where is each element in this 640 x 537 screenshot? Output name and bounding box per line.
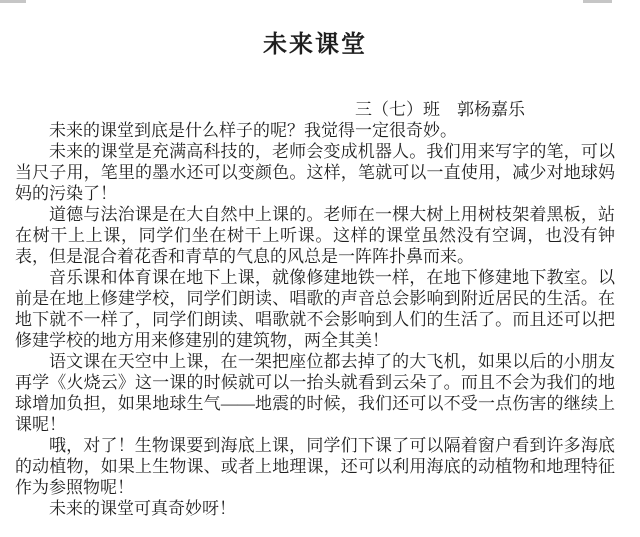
top-left-ui-fragment [0, 0, 26, 3]
author-line: 三（七）班 郭杨嘉乐 [355, 100, 525, 119]
essay-title: 未来课堂 [263, 32, 367, 58]
essay-body [0, 120, 640, 519]
paragraph: 未来的课堂到底是什么样子的呢？我觉得一定很奇妙。 [49, 121, 457, 140]
paragraph: 音乐课和体育课在地下上课，就像修建地铁一样，在地下修建地下教室。以前是在地上修建学校，同学们朗读、唱歌的声音总会影响到附近居民的生活。在地下就不一样了，同学们朗读、唱歌就不会影响到人们的生活了。而且还可以把修建学校的地方用来修建别的建筑物，两全其美！ [15, 268, 615, 350]
paragraph: 语文课在天空中上课，在一架把座位都去掉了的大飞机，如果以后的小朋友再学《火烧云》这一课的时候就可以一抬头就看到云朵了。而且不会为我们的地球增加负担，如果地球生气——地震的时候，我们还可以不受一点伤害的继续上课呢！ [15, 352, 615, 434]
paragraph: 道德与法治课是在大自然中上课的。老师在一棵大树上用树枝架着黑板，站在树干上上课，同学们坐在树干上听课。这样的课堂虽然没有空调，也没有钟表，但是混合着花香和青草的气息的风总是一阵阵扑鼻而来。 [15, 205, 615, 266]
paragraph: 未来的课堂可真奇妙呀！ [49, 499, 236, 518]
paragraph: 未来的课堂是充满高科技的，老师会变成机器人。我们用来写字的笔，可以当尺子用，笔里的墨水还可以变颜色。这样，笔就可以一直使用，减少对地球妈妈的污染了！ [15, 142, 615, 203]
paragraph: 哦，对了！生物课要到海底上课，同学们下课了可以隔着窗户看到许多海底的动植物，如果上生物课、或者上地理课，还可以利用海底的动植物和地理特征作为参照物呢！ [15, 436, 615, 497]
top-right-ui-fragment [583, 0, 612, 3]
